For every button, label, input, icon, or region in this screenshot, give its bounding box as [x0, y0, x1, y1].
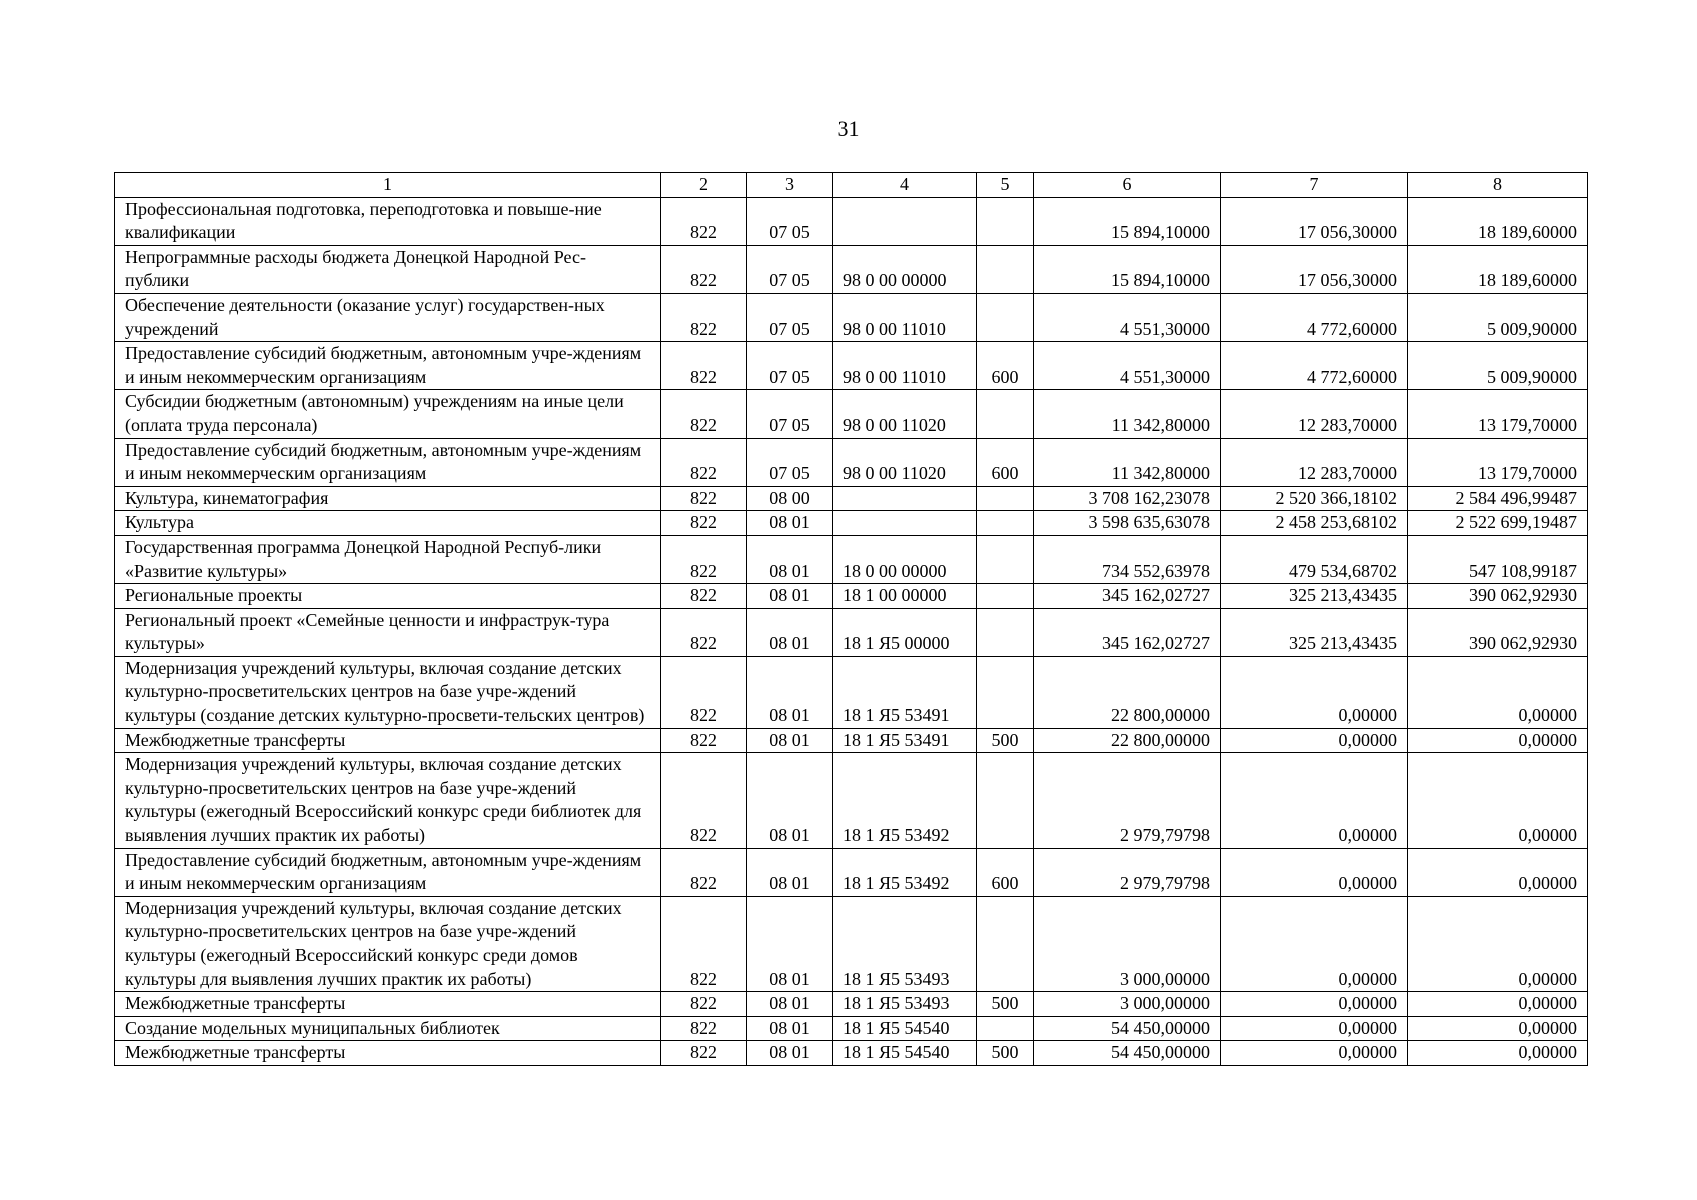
- ministry-code-cell: 822: [661, 728, 747, 753]
- target-article-cell: 18 1 Я5 54540: [833, 1041, 977, 1066]
- expense-type-cell: [977, 584, 1034, 609]
- amount-col8-cell: 5 009,90000: [1408, 342, 1588, 390]
- table-row: [115, 656, 1588, 728]
- table-row: [115, 728, 1588, 753]
- expense-name-cell: Модернизация учреждений культуры, включая создание детских культурно-просветительских центров на базе учре-ждений культуры (создание детских культурно-просвети-тельских центров): [115, 656, 661, 728]
- table-row: [115, 1041, 1588, 1066]
- expense-type-cell: 500: [977, 1041, 1034, 1066]
- amount-col8-cell: 0,00000: [1408, 1016, 1588, 1041]
- amount-col7-cell: 0,00000: [1221, 1041, 1408, 1066]
- amount-col6-cell: 3 000,00000: [1034, 992, 1221, 1017]
- expense-name-cell: Предоставление субсидий бюджетным, автономным учре-ждениям и иным некоммерческим организациям: [115, 438, 661, 486]
- amount-col8-cell: 18 189,60000: [1408, 197, 1588, 245]
- expense-type-cell: [977, 753, 1034, 848]
- expense-name-cell: Профессиональная подготовка, переподготовка и повыше-ние квалификации: [115, 197, 661, 245]
- column-header: 3: [747, 173, 833, 198]
- expense-name-cell: Государственная программа Донецкой Народной Респуб-лики «Развитие культуры»: [115, 535, 661, 583]
- amount-col6-cell: 15 894,10000: [1034, 197, 1221, 245]
- ministry-code-cell: 822: [661, 848, 747, 896]
- expense-type-cell: [977, 511, 1034, 536]
- amount-col6-cell: 734 552,63978: [1034, 535, 1221, 583]
- amount-col7-cell: 4 772,60000: [1221, 293, 1408, 341]
- ministry-code-cell: 822: [661, 584, 747, 609]
- target-article-cell: 98 0 00 11010: [833, 342, 977, 390]
- amount-col7-cell: 0,00000: [1221, 992, 1408, 1017]
- target-article-cell: 18 1 Я5 54540: [833, 1016, 977, 1041]
- amount-col6-cell: 11 342,80000: [1034, 390, 1221, 438]
- ministry-code-cell: 822: [661, 1041, 747, 1066]
- target-article-cell: 18 1 Я5 53493: [833, 896, 977, 991]
- amount-col7-cell: 17 056,30000: [1221, 197, 1408, 245]
- target-article-cell: [833, 486, 977, 511]
- expense-type-cell: 600: [977, 438, 1034, 486]
- ministry-code-cell: 822: [661, 438, 747, 486]
- expense-type-cell: [977, 535, 1034, 583]
- ministry-code-cell: 822: [661, 1016, 747, 1041]
- table-row: [115, 848, 1588, 896]
- expense-name-cell: Модернизация учреждений культуры, включая создание детских культурно-просветительских центров на базе учре-ждений культуры (ежегодный Всероссийский конкурс среди домов культуры для выявления лучших практик их работы): [115, 896, 661, 991]
- expense-name-cell: Межбюджетные трансферты: [115, 728, 661, 753]
- ministry-code-cell: 822: [661, 293, 747, 341]
- amount-col7-cell: 325 213,43435: [1221, 584, 1408, 609]
- amount-col8-cell: 0,00000: [1408, 656, 1588, 728]
- table-row: [115, 608, 1588, 656]
- amount-col7-cell: 17 056,30000: [1221, 245, 1408, 293]
- target-article-cell: 98 0 00 11020: [833, 438, 977, 486]
- amount-col6-cell: 15 894,10000: [1034, 245, 1221, 293]
- section-code-cell: 08 01: [747, 848, 833, 896]
- table-row: [115, 390, 1588, 438]
- column-header: 5: [977, 173, 1034, 198]
- section-code-cell: 07 05: [747, 245, 833, 293]
- expense-type-cell: [977, 293, 1034, 341]
- target-article-cell: 18 1 Я5 53492: [833, 753, 977, 848]
- section-code-cell: 07 05: [747, 438, 833, 486]
- expense-name-cell: Межбюджетные трансферты: [115, 992, 661, 1017]
- amount-col8-cell: 0,00000: [1408, 753, 1588, 848]
- amount-col7-cell: 12 283,70000: [1221, 390, 1408, 438]
- expense-type-cell: 600: [977, 342, 1034, 390]
- page-number: 31: [837, 116, 860, 141]
- amount-col6-cell: 22 800,00000: [1034, 728, 1221, 753]
- ministry-code-cell: 822: [661, 245, 747, 293]
- table-row: [115, 584, 1588, 609]
- amount-col7-cell: 12 283,70000: [1221, 438, 1408, 486]
- table-row: [115, 992, 1588, 1017]
- expense-type-cell: [977, 197, 1034, 245]
- expense-type-cell: [977, 1016, 1034, 1041]
- amount-col8-cell: 390 062,92930: [1408, 584, 1588, 609]
- ministry-code-cell: 822: [661, 342, 747, 390]
- expense-name-cell: Региональные проекты: [115, 584, 661, 609]
- amount-col8-cell: 0,00000: [1408, 992, 1588, 1017]
- target-article-cell: [833, 197, 977, 245]
- amount-col6-cell: 2 979,79798: [1034, 753, 1221, 848]
- section-code-cell: 08 01: [747, 896, 833, 991]
- target-article-cell: [833, 511, 977, 536]
- expense-type-cell: [977, 896, 1034, 991]
- expense-type-cell: [977, 486, 1034, 511]
- target-article-cell: 18 1 Я5 53491: [833, 656, 977, 728]
- amount-col8-cell: 390 062,92930: [1408, 608, 1588, 656]
- amount-col6-cell: 11 342,80000: [1034, 438, 1221, 486]
- expense-type-cell: [977, 390, 1034, 438]
- budget-table: [114, 172, 1588, 1066]
- amount-col6-cell: 4 551,30000: [1034, 342, 1221, 390]
- column-header: 6: [1034, 173, 1221, 198]
- section-code-cell: 08 01: [747, 1016, 833, 1041]
- section-code-cell: 08 00: [747, 486, 833, 511]
- target-article-cell: 98 0 00 11010: [833, 293, 977, 341]
- table-row: [115, 1016, 1588, 1041]
- table-row: [115, 535, 1588, 583]
- ministry-code-cell: 822: [661, 608, 747, 656]
- amount-col6-cell: 54 450,00000: [1034, 1041, 1221, 1066]
- target-article-cell: 98 0 00 11020: [833, 390, 977, 438]
- ministry-code-cell: 822: [661, 486, 747, 511]
- amount-col7-cell: 0,00000: [1221, 1016, 1408, 1041]
- target-article-cell: 18 1 Я5 53491: [833, 728, 977, 753]
- amount-col7-cell: 0,00000: [1221, 896, 1408, 991]
- amount-col8-cell: 18 189,60000: [1408, 245, 1588, 293]
- column-header: 7: [1221, 173, 1408, 198]
- ministry-code-cell: 822: [661, 656, 747, 728]
- amount-col8-cell: 0,00000: [1408, 1041, 1588, 1066]
- expense-name-cell: Предоставление субсидий бюджетным, автономным учре-ждениям и иным некоммерческим организациям: [115, 342, 661, 390]
- amount-col6-cell: 4 551,30000: [1034, 293, 1221, 341]
- section-code-cell: 08 01: [747, 608, 833, 656]
- expense-name-cell: Региональный проект «Семейные ценности и инфраструк-тура культуры»: [115, 608, 661, 656]
- column-header: 4: [833, 173, 977, 198]
- column-header: 2: [661, 173, 747, 198]
- section-code-cell: 08 01: [747, 584, 833, 609]
- section-code-cell: 07 05: [747, 293, 833, 341]
- table-row: [115, 438, 1588, 486]
- amount-col7-cell: 2 458 253,68102: [1221, 511, 1408, 536]
- amount-col8-cell: 2 522 699,19487: [1408, 511, 1588, 536]
- amount-col7-cell: 0,00000: [1221, 753, 1408, 848]
- table-row: [115, 511, 1588, 536]
- section-code-cell: 07 05: [747, 390, 833, 438]
- ministry-code-cell: 822: [661, 753, 747, 848]
- amount-col8-cell: 547 108,99187: [1408, 535, 1588, 583]
- amount-col7-cell: 0,00000: [1221, 656, 1408, 728]
- ministry-code-cell: 822: [661, 896, 747, 991]
- amount-col7-cell: 325 213,43435: [1221, 608, 1408, 656]
- amount-col7-cell: 4 772,60000: [1221, 342, 1408, 390]
- table-row: [115, 197, 1588, 245]
- amount-col8-cell: 2 584 496,99487: [1408, 486, 1588, 511]
- section-code-cell: 07 05: [747, 342, 833, 390]
- amount-col8-cell: 13 179,70000: [1408, 390, 1588, 438]
- ministry-code-cell: 822: [661, 390, 747, 438]
- section-code-cell: 08 01: [747, 656, 833, 728]
- expense-type-cell: 500: [977, 728, 1034, 753]
- section-code-cell: 08 01: [747, 753, 833, 848]
- target-article-cell: 18 1 Я5 53493: [833, 992, 977, 1017]
- target-article-cell: 18 1 00 00000: [833, 584, 977, 609]
- amount-col8-cell: 0,00000: [1408, 896, 1588, 991]
- section-code-cell: 08 01: [747, 1041, 833, 1066]
- amount-col7-cell: 0,00000: [1221, 728, 1408, 753]
- column-header: 1: [115, 173, 661, 198]
- target-article-cell: 18 1 Я5 53492: [833, 848, 977, 896]
- expense-type-cell: [977, 656, 1034, 728]
- amount-col6-cell: 3 598 635,63078: [1034, 511, 1221, 536]
- table-row: [115, 753, 1588, 848]
- expense-name-cell: Культура, кинематография: [115, 486, 661, 511]
- table-row: [115, 245, 1588, 293]
- expense-type-cell: [977, 608, 1034, 656]
- amount-col7-cell: 0,00000: [1221, 848, 1408, 896]
- section-code-cell: 08 01: [747, 511, 833, 536]
- expense-name-cell: Межбюджетные трансферты: [115, 1041, 661, 1066]
- expense-name-cell: Предоставление субсидий бюджетным, автономным учре-ждениям и иным некоммерческим организациям: [115, 848, 661, 896]
- expense-name-cell: Культура: [115, 511, 661, 536]
- expense-type-cell: [977, 245, 1034, 293]
- section-code-cell: 08 01: [747, 728, 833, 753]
- amount-col6-cell: 345 162,02727: [1034, 608, 1221, 656]
- expense-type-cell: 600: [977, 848, 1034, 896]
- amount-col6-cell: 345 162,02727: [1034, 584, 1221, 609]
- target-article-cell: 98 0 00 00000: [833, 245, 977, 293]
- amount-col7-cell: 2 520 366,18102: [1221, 486, 1408, 511]
- ministry-code-cell: 822: [661, 535, 747, 583]
- column-header: 8: [1408, 173, 1588, 198]
- expense-name-cell: Непрограммные расходы бюджета Донецкой Народной Рес-публики: [115, 245, 661, 293]
- expense-name-cell: Модернизация учреждений культуры, включая создание детских культурно-просветительских центров на базе учре-ждений культуры (ежегодный Всероссийский конкурс среди библиотек для выявления лучших практик их работы): [115, 753, 661, 848]
- amount-col8-cell: 0,00000: [1408, 848, 1588, 896]
- amount-col6-cell: 22 800,00000: [1034, 656, 1221, 728]
- amount-col7-cell: 479 534,68702: [1221, 535, 1408, 583]
- ministry-code-cell: 822: [661, 197, 747, 245]
- table-header-row: [115, 173, 1588, 198]
- expense-name-cell: Создание модельных муниципальных библиотек: [115, 1016, 661, 1041]
- target-article-cell: 18 0 00 00000: [833, 535, 977, 583]
- table-row: [115, 896, 1588, 991]
- amount-col8-cell: 0,00000: [1408, 728, 1588, 753]
- expense-name-cell: Обеспечение деятельности (оказание услуг) государствен-ных учреждений: [115, 293, 661, 341]
- table-row: [115, 486, 1588, 511]
- ministry-code-cell: 822: [661, 992, 747, 1017]
- amount-col8-cell: 13 179,70000: [1408, 438, 1588, 486]
- table-row: [115, 293, 1588, 341]
- table-row: [115, 342, 1588, 390]
- amount-col6-cell: 2 979,79798: [1034, 848, 1221, 896]
- amount-col6-cell: 54 450,00000: [1034, 1016, 1221, 1041]
- target-article-cell: 18 1 Я5 00000: [833, 608, 977, 656]
- amount-col6-cell: 3 000,00000: [1034, 896, 1221, 991]
- section-code-cell: 08 01: [747, 535, 833, 583]
- expense-type-cell: 500: [977, 992, 1034, 1017]
- amount-col6-cell: 3 708 162,23078: [1034, 486, 1221, 511]
- amount-col8-cell: 5 009,90000: [1408, 293, 1588, 341]
- ministry-code-cell: 822: [661, 511, 747, 536]
- expense-name-cell: Субсидии бюджетным (автономным) учреждениям на иные цели (оплата труда персонала): [115, 390, 661, 438]
- section-code-cell: 07 05: [747, 197, 833, 245]
- section-code-cell: 08 01: [747, 992, 833, 1017]
